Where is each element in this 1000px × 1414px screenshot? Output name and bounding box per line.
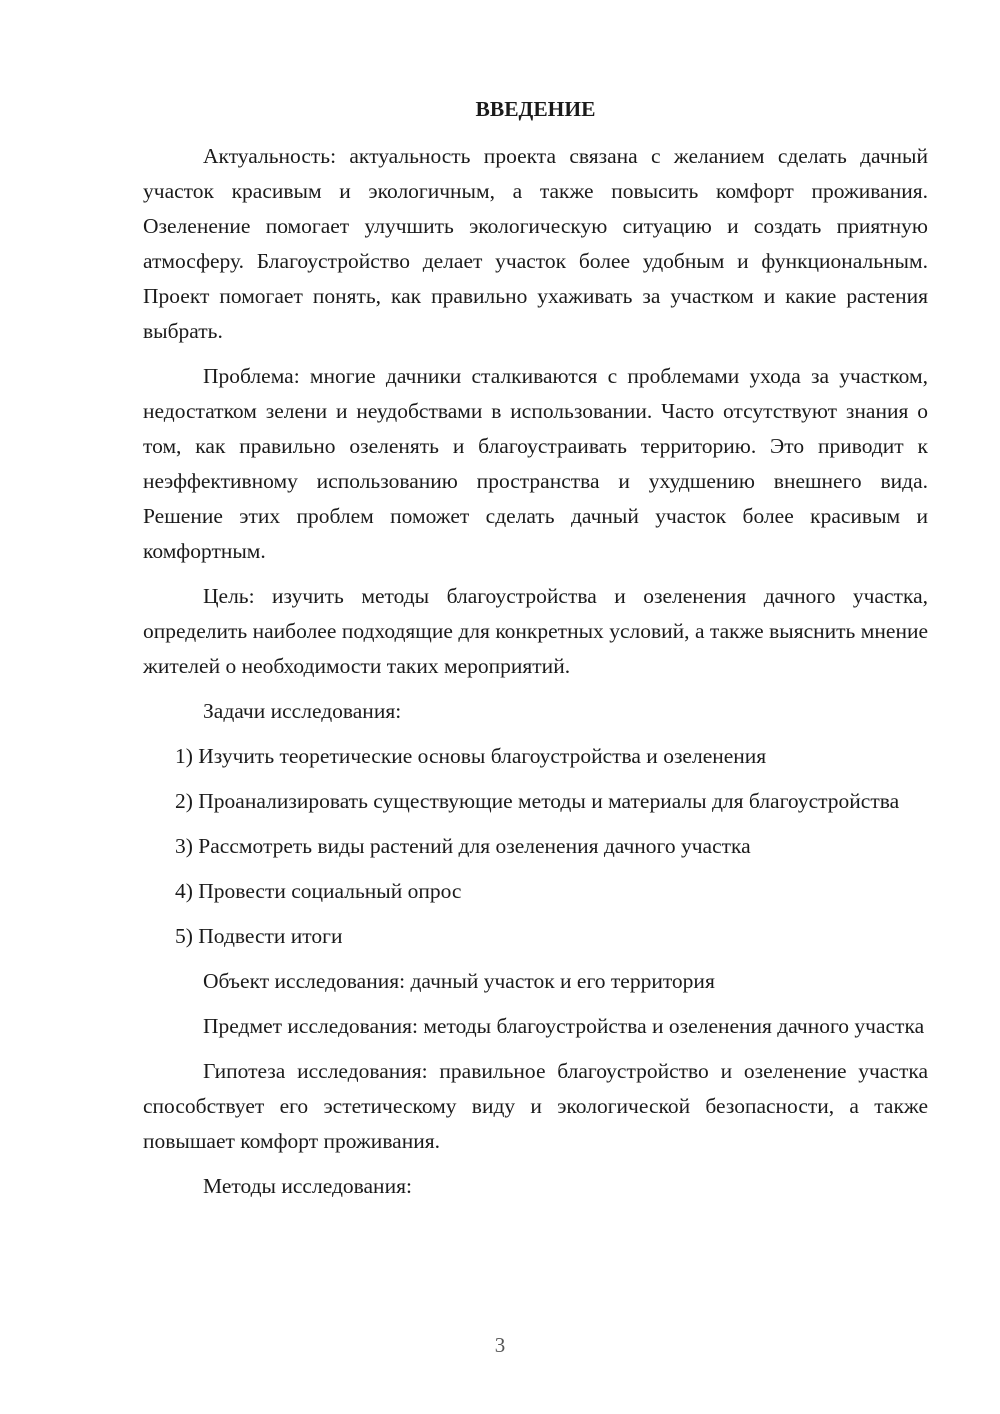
problem-paragraph: Проблема: многие дачники сталкиваются с проблемами ухода за участком, недостатком зелени и неудобствами в использовании. Часто отсутствуют знания о том, как правильно озеленять и благоустраивать территорию. Это приводит к неэффективному использованию пространства и ухудшению внешнего вида. Решение этих проблем поможет сделать дачный участок более красивым и комфортным. [143,364,928,563]
task-item-2: 2) Проанализировать существующие методы и материалы для благоустройства [175,789,900,813]
document-title: ВВЕДЕНИЕ [475,97,596,121]
task-item-5: 5) Подвести итоги [175,924,343,948]
goal-paragraph: Цель: изучить методы благоустройства и озеленения дачного участка, определить наиболее подходящие для конкретных условий, а также выяснить мнение жителей о необходимости таких мероприятий. [143,584,928,678]
methods-heading: Методы исследования: [203,1174,412,1198]
hypothesis-paragraph: Гипотеза исследования: правильное благоустройство и озеленение участка способствует его эстетическому виду и экологической безопасности, а также повышает комфорт проживания. [143,1059,928,1153]
task-item-1: 1) Изучить теоретические основы благоустройства и озеленения [175,744,767,768]
page-number: 3 [494,1333,506,1357]
task-item-4: 4) Провести социальный опрос [175,879,462,903]
task-item-3: 3) Рассмотреть виды растений для озеленения дачного участка [175,834,751,858]
object-paragraph: Объект исследования: дачный участок и его территория [203,969,715,993]
relevance-paragraph: Актуальность: актуальность проекта связана с желанием сделать дачный участок красивым и экологичным, а также повысить комфорт проживания. Озеленение помогает улучшить экологическую ситуацию и создать приятную атмосферу. Благоустройство делает участок более удобным и функциональным. Проект помогает понять, как правильно ухаживать за участком и какие растения выбрать. [143,144,928,343]
subject-paragraph: Предмет исследования: методы благоустройства и озеленения дачного участка [203,1014,925,1038]
document-page [143,92,928,1214]
tasks-heading: Задачи исследования: [203,699,402,723]
